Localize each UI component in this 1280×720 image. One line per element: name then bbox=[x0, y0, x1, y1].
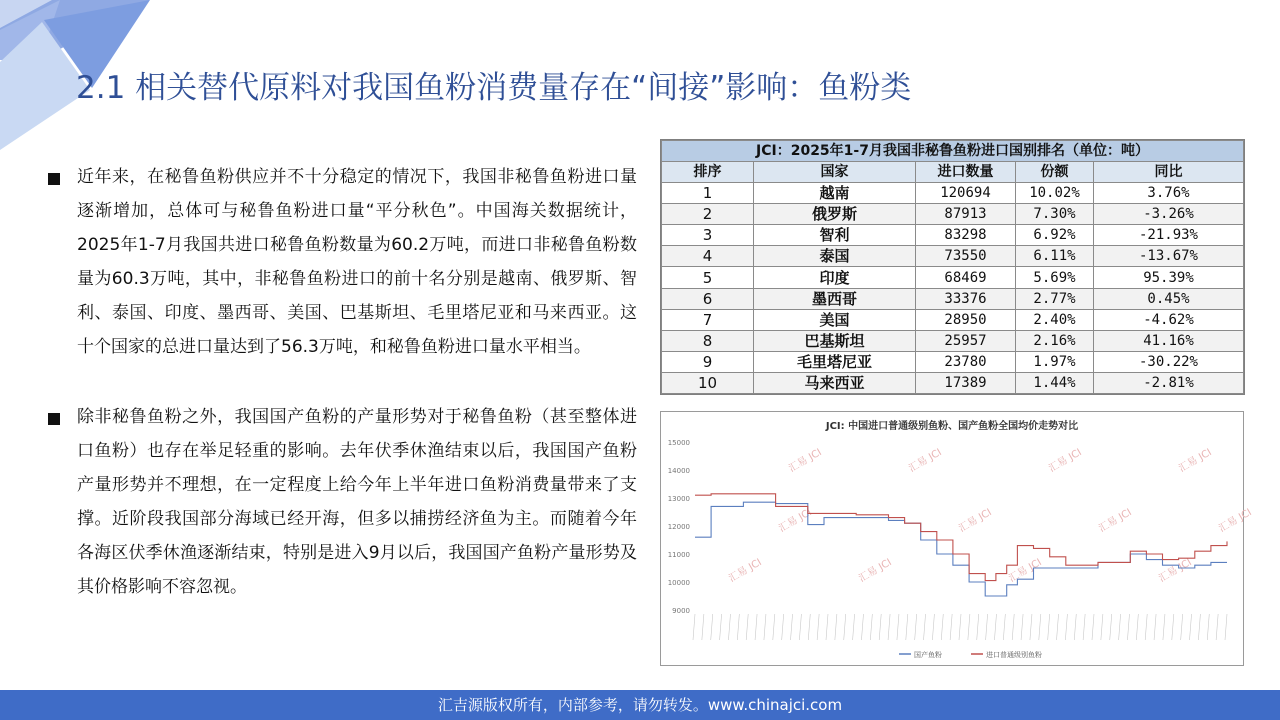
bullet-text: 近年来，在秘鲁鱼粉供应并不十分稳定的情况下，我国非秘鲁鱼粉进口量逐渐增加，总体可与秘鲁鱼粉进口量“平分秋色”。中国海关数据统计，2025年1-7月我国共进口秘鲁鱼粉数量为60.2万吨，而进口非秘鲁鱼粉数量为60.3万吨，其中，非秘鲁鱼粉进口的前十名分别是越南、俄罗斯、智利、泰国、印度、墨西哥、美国、巴基斯坦、毛里塔尼亚和马来西亚。这十个国家的总进口量达到了56.3万吨，和秘鲁鱼粉进口量水平相当。 bbox=[77, 167, 637, 357]
x-tick-mark bbox=[941, 614, 943, 640]
bullet-item bbox=[48, 400, 638, 604]
series-line bbox=[695, 494, 1227, 581]
bullet-list bbox=[48, 160, 638, 604]
x-tick-mark bbox=[1003, 614, 1005, 640]
x-tick-mark bbox=[1092, 614, 1094, 640]
x-tick-mark bbox=[808, 614, 810, 640]
share-cell: 1.44% bbox=[1016, 372, 1094, 393]
chart-watermark: 汇易 JCI bbox=[727, 557, 764, 585]
x-tick-mark bbox=[1101, 614, 1103, 640]
table-row bbox=[662, 183, 1244, 204]
chart-title: JCI: 中国进口普通级别鱼粉、国产鱼粉全国均价走势对比 bbox=[825, 421, 1079, 432]
rank-cell: 2 bbox=[662, 204, 754, 225]
x-tick-mark bbox=[870, 614, 872, 640]
square-bullet-icon bbox=[48, 413, 60, 425]
x-tick-mark bbox=[853, 614, 855, 640]
table-row bbox=[662, 330, 1244, 351]
quantity-cell: 23780 bbox=[916, 351, 1016, 372]
x-tick-mark bbox=[711, 614, 713, 640]
x-tick-mark bbox=[1163, 614, 1165, 640]
quantity-cell: 17389 bbox=[916, 372, 1016, 393]
chart-watermark: 汇易 JCI bbox=[1217, 507, 1254, 535]
x-tick-mark bbox=[1172, 614, 1174, 640]
quantity-cell: 25957 bbox=[916, 330, 1016, 351]
rank-cell: 1 bbox=[662, 183, 754, 204]
x-tick-mark bbox=[1065, 614, 1067, 640]
square-bullet-icon bbox=[48, 173, 60, 185]
footer-bar: 汇吉源版权所有，内部参考，请勿转发。www.chinajci.com bbox=[0, 690, 1280, 720]
x-tick-mark bbox=[1119, 614, 1121, 640]
x-tick-mark bbox=[755, 614, 757, 640]
x-tick-mark bbox=[1012, 614, 1014, 640]
x-tick-mark bbox=[693, 614, 695, 640]
x-tick-mark bbox=[799, 614, 801, 640]
share-cell: 6.11% bbox=[1016, 246, 1094, 267]
x-tick-mark bbox=[1181, 614, 1183, 640]
y-tick-label: 14000 bbox=[667, 467, 690, 475]
x-tick-mark bbox=[977, 614, 979, 640]
rank-cell: 9 bbox=[662, 351, 754, 372]
x-tick-mark bbox=[782, 614, 784, 640]
quantity-cell: 28950 bbox=[916, 309, 1016, 330]
x-tick-mark bbox=[1207, 614, 1209, 640]
x-tick-mark bbox=[906, 614, 908, 640]
x-tick-mark bbox=[1083, 614, 1085, 640]
x-tick-mark bbox=[1039, 614, 1041, 640]
bullet-text: 除非秘鲁鱼粉之外，我国国产鱼粉的产量形势对于秘鲁鱼粉（甚至整体进口鱼粉）也存在举足轻重的影响。去年伏季休渔结束以后，我国国产鱼粉产量形势并不理想，在一定程度上给今年上半年进口鱼粉消费量带来了支撑。近阶段我国部分海域已经开海，但多以捕捞经济鱼为主。而随着今年各海区伏季休渔逐渐结束，特别是进入9月以后，我国国产鱼粉产量形势及其价格影响不容忽视。 bbox=[77, 407, 637, 597]
x-tick-mark bbox=[826, 614, 828, 640]
x-tick-mark bbox=[1190, 614, 1192, 640]
x-tick-mark bbox=[915, 614, 917, 640]
country-cell: 智利 bbox=[754, 225, 916, 246]
share-cell: 10.02% bbox=[1016, 183, 1094, 204]
rank-cell: 6 bbox=[662, 288, 754, 309]
x-tick-mark bbox=[986, 614, 988, 640]
table-row bbox=[662, 225, 1244, 246]
x-tick-mark bbox=[1110, 614, 1112, 640]
x-tick-mark bbox=[844, 614, 846, 640]
yoy-cell: 3.76% bbox=[1094, 183, 1244, 204]
x-tick-mark bbox=[1030, 614, 1032, 640]
share-cell: 2.40% bbox=[1016, 309, 1094, 330]
x-tick-mark bbox=[1198, 614, 1200, 640]
table-row bbox=[662, 309, 1244, 330]
x-tick-mark bbox=[728, 614, 730, 640]
x-tick-mark bbox=[1225, 614, 1227, 640]
rank-cell: 3 bbox=[662, 225, 754, 246]
yoy-cell: -13.67% bbox=[1094, 246, 1244, 267]
x-tick-mark bbox=[702, 614, 704, 640]
x-tick-mark bbox=[897, 614, 899, 640]
import-ranking-table bbox=[660, 139, 1245, 395]
yoy-cell: -3.26% bbox=[1094, 204, 1244, 225]
x-tick-mark bbox=[994, 614, 996, 640]
yoy-cell: -30.22% bbox=[1094, 351, 1244, 372]
column-header: 进口数量 bbox=[916, 162, 1016, 183]
x-tick-mark bbox=[773, 614, 775, 640]
column-header: 同比 bbox=[1094, 162, 1244, 183]
x-tick-mark bbox=[720, 614, 722, 640]
legend-label: 国产鱼粉 bbox=[914, 651, 942, 659]
price-trend-chart bbox=[660, 411, 1254, 666]
quantity-cell: 83298 bbox=[916, 225, 1016, 246]
table-row bbox=[662, 288, 1244, 309]
x-tick-mark bbox=[1145, 614, 1147, 640]
country-cell: 毛里塔尼亚 bbox=[754, 351, 916, 372]
quantity-cell: 33376 bbox=[916, 288, 1016, 309]
x-tick-mark bbox=[959, 614, 961, 640]
y-tick-label: 10000 bbox=[667, 579, 690, 587]
rank-cell: 8 bbox=[662, 330, 754, 351]
rank-cell: 5 bbox=[662, 267, 754, 288]
chart-watermark: 汇易 JCI bbox=[1157, 557, 1194, 585]
column-header: 份额 bbox=[1016, 162, 1094, 183]
x-tick-mark bbox=[1127, 614, 1129, 640]
yoy-cell: -21.93% bbox=[1094, 225, 1244, 246]
x-tick-mark bbox=[1136, 614, 1138, 640]
table-caption: JCI：2025年1-7月我国非秘鲁鱼粉进口国别排名（单位：吨） bbox=[662, 141, 1244, 162]
table-row bbox=[662, 351, 1244, 372]
rank-cell: 7 bbox=[662, 309, 754, 330]
yoy-cell: -4.62% bbox=[1094, 309, 1244, 330]
chart-watermark: 汇易 JCI bbox=[777, 507, 814, 535]
share-cell: 6.92% bbox=[1016, 225, 1094, 246]
chart-watermark: 汇易 JCI bbox=[787, 447, 824, 475]
x-tick-mark bbox=[879, 614, 881, 640]
share-cell: 1.97% bbox=[1016, 351, 1094, 372]
chart-watermark: 汇易 JCI bbox=[957, 507, 994, 535]
x-tick-mark bbox=[835, 614, 837, 640]
x-tick-mark bbox=[1048, 614, 1050, 640]
yoy-cell: 41.16% bbox=[1094, 330, 1244, 351]
column-header: 排序 bbox=[662, 162, 754, 183]
chart-watermark: 汇易 JCI bbox=[1007, 557, 1044, 585]
country-cell: 巴基斯坦 bbox=[754, 330, 916, 351]
x-tick-mark bbox=[791, 614, 793, 640]
x-tick-mark bbox=[1154, 614, 1156, 640]
share-cell: 5.69% bbox=[1016, 267, 1094, 288]
series-line bbox=[695, 502, 1227, 596]
x-tick-mark bbox=[764, 614, 766, 640]
x-tick-mark bbox=[968, 614, 970, 640]
chart-watermark: 汇易 JCI bbox=[907, 447, 944, 475]
country-cell: 美国 bbox=[754, 309, 916, 330]
country-cell: 越南 bbox=[754, 183, 916, 204]
table-row bbox=[662, 372, 1244, 393]
x-tick-mark bbox=[746, 614, 748, 640]
chart-watermark: 汇易 JCI bbox=[1177, 447, 1214, 475]
quantity-cell: 120694 bbox=[916, 183, 1016, 204]
country-cell: 俄罗斯 bbox=[754, 204, 916, 225]
x-tick-mark bbox=[924, 614, 926, 640]
chart-watermark: 汇易 JCI bbox=[857, 557, 894, 585]
chart-watermark: 汇易 JCI bbox=[1097, 507, 1134, 535]
y-tick-label: 11000 bbox=[667, 551, 690, 559]
yoy-cell: 0.45% bbox=[1094, 288, 1244, 309]
yoy-cell: 95.39% bbox=[1094, 267, 1244, 288]
share-cell: 7.30% bbox=[1016, 204, 1094, 225]
chart-watermark: 汇易 JCI bbox=[1047, 447, 1084, 475]
x-tick-mark bbox=[1021, 614, 1023, 640]
country-cell: 墨西哥 bbox=[754, 288, 916, 309]
x-tick-mark bbox=[737, 614, 739, 640]
x-tick-mark bbox=[888, 614, 890, 640]
table-row bbox=[662, 267, 1244, 288]
x-tick-mark bbox=[1216, 614, 1218, 640]
country-cell: 印度 bbox=[754, 267, 916, 288]
bullet-item bbox=[48, 160, 638, 364]
quantity-cell: 87913 bbox=[916, 204, 1016, 225]
page-title: 2.1 相关替代原料对我国鱼粉消费量存在“间接”影响：鱼粉类 bbox=[76, 70, 912, 106]
yoy-cell: -2.81% bbox=[1094, 372, 1244, 393]
x-tick-mark bbox=[932, 614, 934, 640]
share-cell: 2.77% bbox=[1016, 288, 1094, 309]
quantity-cell: 68469 bbox=[916, 267, 1016, 288]
share-cell: 2.16% bbox=[1016, 330, 1094, 351]
x-tick-mark bbox=[861, 614, 863, 640]
y-tick-label: 12000 bbox=[667, 523, 690, 531]
y-tick-label: 13000 bbox=[667, 495, 690, 503]
rank-cell: 10 bbox=[662, 372, 754, 393]
x-tick-mark bbox=[1074, 614, 1076, 640]
y-tick-label: 15000 bbox=[667, 439, 690, 447]
table-row bbox=[662, 246, 1244, 267]
country-cell: 马来西亚 bbox=[754, 372, 916, 393]
table-row bbox=[662, 204, 1244, 225]
rank-cell: 4 bbox=[662, 246, 754, 267]
chart-canvas bbox=[661, 412, 1254, 665]
column-header: 国家 bbox=[754, 162, 916, 183]
x-tick-mark bbox=[950, 614, 952, 640]
x-tick-mark bbox=[817, 614, 819, 640]
legend-label: 进口普通级别鱼粉 bbox=[986, 651, 1042, 659]
quantity-cell: 73550 bbox=[916, 246, 1016, 267]
country-cell: 泰国 bbox=[754, 246, 916, 267]
x-tick-mark bbox=[1057, 614, 1059, 640]
y-tick-label: 9000 bbox=[672, 607, 690, 615]
